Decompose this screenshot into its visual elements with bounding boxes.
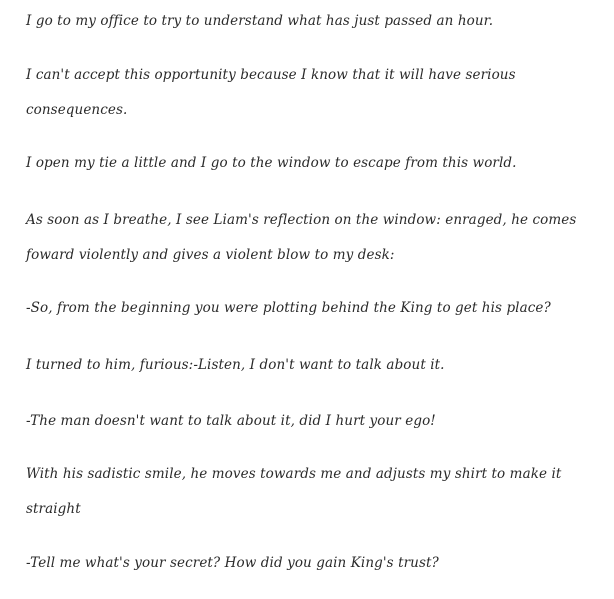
paragraph-2: I can't accept this opportunity because I know that it will have serious consequences. — [26, 67, 516, 118]
paragraph-3: I open my tie a little and I go to the window to escape from this world. — [26, 155, 517, 171]
paragraph-4: As soon as I breathe, I see Liam's reflection on the window: enraged, he comes foward violently and gives a violent blow to my desk: — [26, 212, 577, 263]
paragraph-7: -The man doesn't want to talk about it, did I hurt your ego! — [26, 413, 436, 429]
paragraph-9: -Tell me what's your secret? How did you gain King's trust? — [26, 555, 439, 571]
paragraph-8: With his sadistic smile, he moves towards me and adjusts my shirt to make it straight — [26, 466, 562, 517]
paragraph-6: I turned to him, furious:-Listen, I don't want to talk about it. — [26, 357, 445, 373]
paragraph-1: I go to my office to try to understand what has just passed an hour. — [26, 13, 494, 29]
paragraph-5: -So, from the beginning you were plotting behind the King to get his place? — [26, 300, 551, 316]
